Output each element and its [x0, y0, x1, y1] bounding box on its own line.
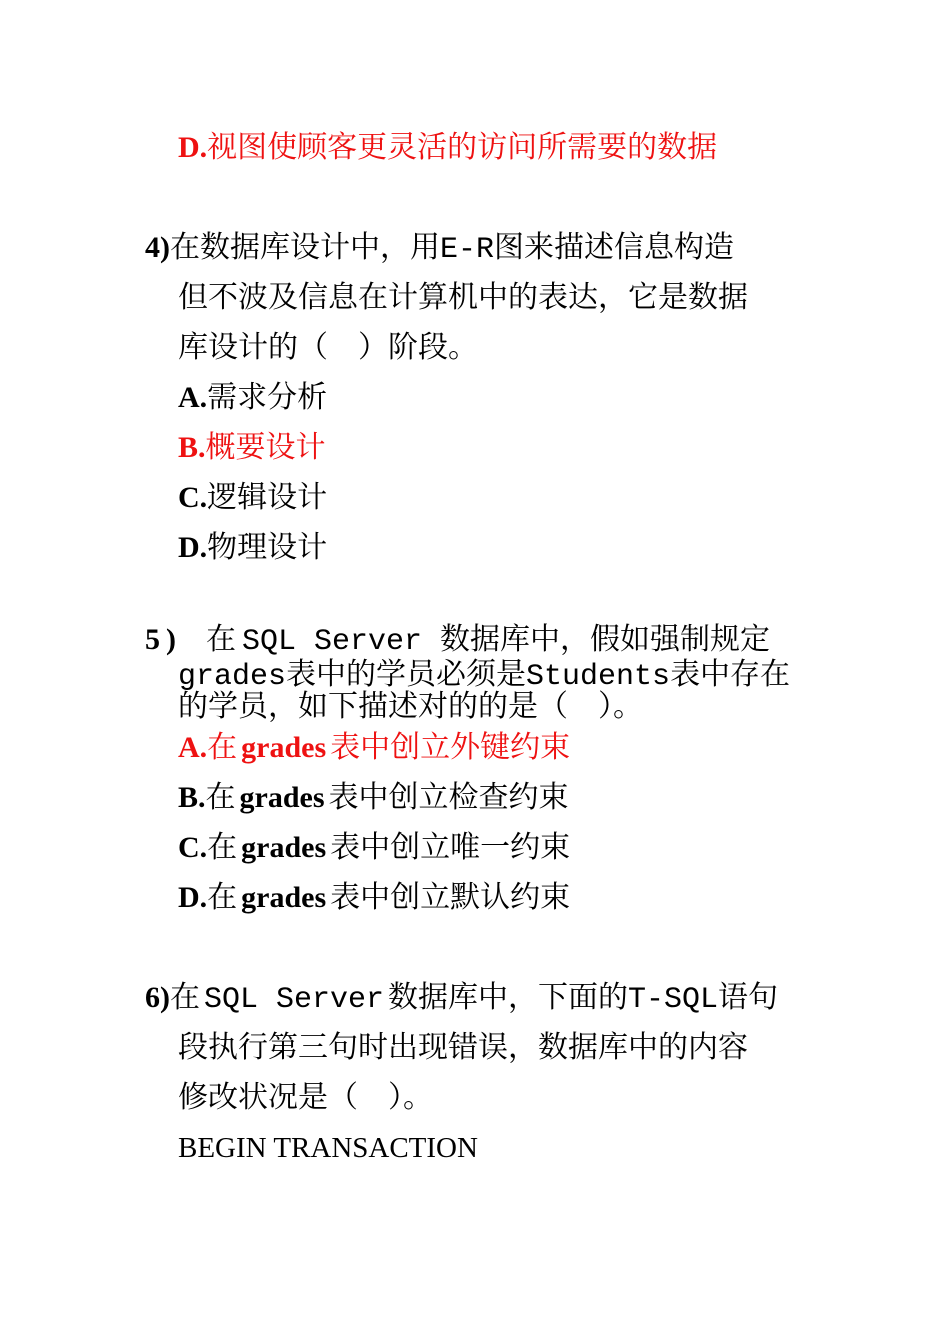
q4-line-3: 库设计的（ ）阶段。	[178, 330, 478, 365]
q5-line-3: 的学员，如下描述对的的是（ ）。	[178, 689, 643, 724]
q4-option-b-correct: B.概要设计	[178, 430, 326, 465]
q6-line-1: 6)在 SQL Server 数据库中，下面的T-SQL语句	[145, 980, 779, 1017]
q6-line-3: 修改状况是（ ）。	[178, 1080, 433, 1115]
q3-option-d	[178, 130, 717, 166]
q4-option-c: C.逻辑设计	[178, 480, 328, 515]
q4-line-1: 4)在数据库设计中，用E-R图来描述信息构造	[145, 230, 735, 267]
q5-line-2: grades表中的学员必须是Students表中存在	[178, 657, 791, 694]
option-text: 视图使顾客更灵活的访问所需要的数据	[207, 130, 718, 165]
q5-line-1: 5) 在 SQL Server 数据库中，假如强制规定	[145, 622, 771, 659]
q5-option-b: B.在 grades 表中创立检查约束	[178, 780, 569, 815]
option-label: D.	[178, 131, 208, 164]
q5-option-a-correct: A.在 grades 表中创立外键约束	[178, 730, 571, 765]
q6-line-2: 段执行第三句时出现错误，数据库中的内容	[178, 1030, 748, 1065]
question-number: 5)	[145, 623, 182, 656]
q4-option-a: A.需求分析	[178, 380, 328, 415]
q4-line-2: 但不波及信息在计算机中的表达，它是数据	[178, 280, 748, 315]
q5-option-d: D.在 grades 表中创立默认约束	[178, 880, 571, 915]
q5-option-c: C.在 grades 表中创立唯一约束	[178, 830, 571, 865]
question-number: 6)	[145, 981, 170, 1014]
question-number: 4)	[145, 231, 170, 264]
q6-code-line: BEGIN TRANSACTION	[178, 1132, 478, 1164]
q4-option-d: D.物理设计	[178, 530, 328, 565]
